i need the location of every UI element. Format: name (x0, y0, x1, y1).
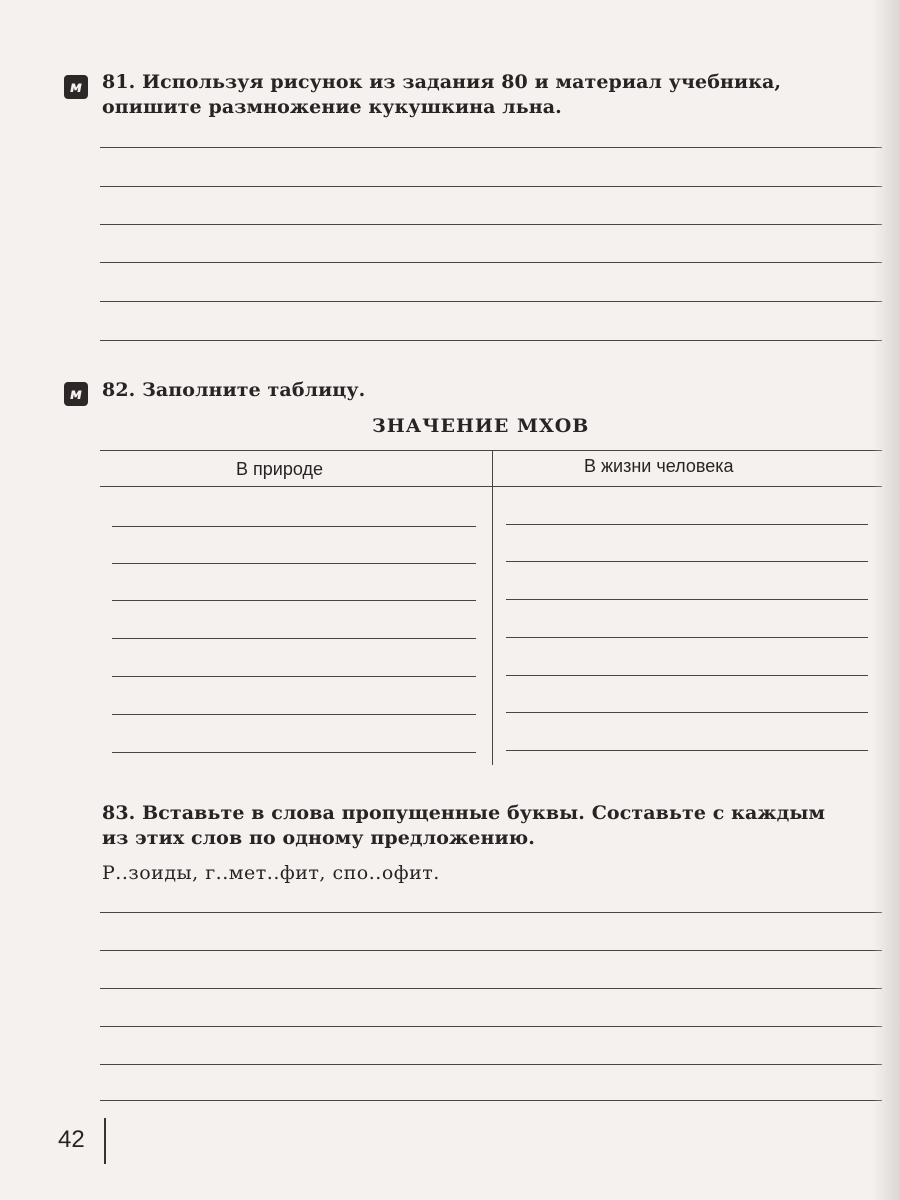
task-83-answer-line[interactable] (100, 988, 882, 989)
task-82-badge-icon: м (64, 382, 88, 406)
task-81-answer-line[interactable] (100, 340, 882, 341)
table-cell-line-human[interactable] (506, 675, 868, 676)
task-81-answer-line[interactable] (100, 186, 882, 187)
table-cell-line-nature[interactable] (112, 752, 476, 753)
task-83-answer-line[interactable] (100, 912, 882, 913)
task-83-answer-line[interactable] (100, 950, 882, 951)
task-83-answer-line[interactable] (100, 1026, 882, 1027)
table-cell-line-nature[interactable] (112, 638, 476, 639)
table-top-border (100, 450, 882, 451)
table-cell-line-human[interactable] (506, 637, 868, 638)
table-cell-line-nature[interactable] (112, 526, 476, 527)
table-column-divider (492, 450, 493, 765)
table-header-nature: В природе (236, 459, 323, 479)
table-cell-line-nature[interactable] (112, 563, 476, 564)
task-83-words: Р..зоиды, г..мет..фит, спо..офит. (102, 862, 440, 884)
table-cell-line-human[interactable] (506, 524, 868, 525)
task-81-heading-line1: 81. Используя рисунок из задания 80 и материал учебника, (102, 71, 782, 93)
table-cell-line-nature[interactable] (112, 676, 476, 677)
table-cell-line-human[interactable] (506, 712, 868, 713)
page-number: 42 (58, 1126, 85, 1153)
table-cell-line-human[interactable] (506, 561, 868, 562)
task-83-heading-line1: 83. Вставьте в слова пропущенные буквы. Составьте с каждым (102, 802, 826, 824)
table-header-border (100, 486, 882, 487)
table-title: ЗНАЧЕНИЕ МХОВ (372, 415, 590, 437)
task-83-answer-line[interactable] (100, 1100, 882, 1101)
table-cell-line-human[interactable] (506, 599, 868, 600)
page-number-divider (104, 1118, 106, 1164)
task-81-answer-line[interactable] (100, 262, 882, 263)
task-81-answer-line[interactable] (100, 224, 882, 225)
task-81-heading-line2: опишите размножение кукушкина льна. (102, 96, 562, 118)
table-cell-line-nature[interactable] (112, 714, 476, 715)
table-cell-line-nature[interactable] (112, 600, 476, 601)
table-cell-line-human[interactable] (506, 750, 868, 751)
task-81-answer-line[interactable] (100, 301, 882, 302)
task-81-badge-icon: м (64, 75, 88, 99)
task-83-answer-line[interactable] (100, 1064, 882, 1065)
task-81-answer-line[interactable] (100, 147, 882, 148)
page-edge-shadow (872, 0, 900, 1200)
table-header-human-life: В жизни человека (584, 456, 734, 476)
task-83-heading-line2: из этих слов по одному предложению. (102, 827, 535, 849)
task-82-heading: 82. Заполните таблицу. (102, 379, 366, 401)
